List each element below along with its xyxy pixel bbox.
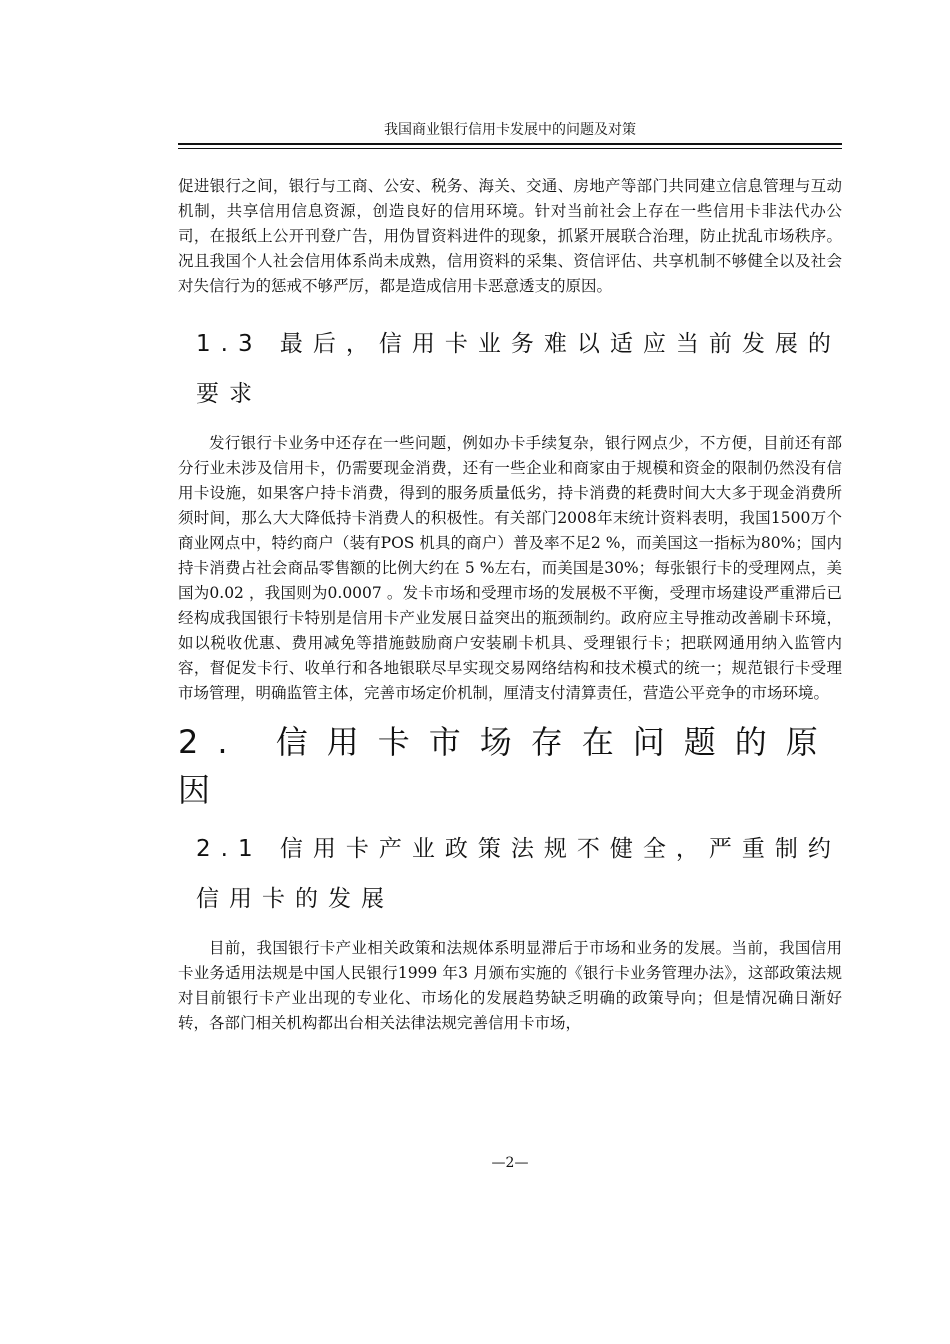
heading-2: 2. 信用卡市场存在问题的原因 bbox=[178, 723, 837, 809]
heading-1-3: 1.3 最后，信用卡业务难以适应当前发展的要求 bbox=[196, 331, 841, 407]
running-header: 我国商业银行信用卡发展中的问题及对策 bbox=[384, 122, 636, 138]
header-rule-thick bbox=[178, 143, 842, 145]
paragraph-1: 促进银行之间，银行与工商、公安、税务、海关、交通、房地产等部门共同建立信息管理与互动机制，共享信用信息资源，创造良好的信用环境。针对当前社会上存在一些信用卡非法代办公司，在报纸上公开刊登广告，用伪冒资料进件的现象，抓紧开展联合治理，防止扰乱市场秩序。况且我国个人社会信用体系尚未成熟，信用资料的采集、资信评估、共享机制不够健全以及社会对失信行为的惩戒不够严厉，都是造成信用卡恶意透支的原因。 bbox=[178, 177, 842, 295]
header-rule-thin bbox=[178, 148, 842, 149]
page-content bbox=[178, 174, 842, 1036]
paragraph-2: 发行银行卡业务中还存在一些问题，例如办卡手续复杂，银行网点少，不方便，目前还有部分行业未涉及信用卡，仍需要现金消费，还有一些企业和商家由于规模和资金的限制仍然没有信用卡设施，如果客户持卡消费，得到的服务质量低劣，持卡消费的耗费时间大大多于现金消费所须时间，那么大大降低持卡消费人的积极性。有关部门2008年末统计资料表明，我国1500万个商业网点中，特约商户（装有POS 机具的商户）普及率不足2 %，而美国这一指标为80%；国内持卡消费占社会商品零售额的比例大约在 5 %左右，而美国是30%；每张银行卡的受理网点，美国为0.02 ，我国则为0.0007 。发卡市场和受理市场的发展极不平衡，受理市场建设严重滞后已经构成我国银行卡特别是信用卡产业发展日益突出的瓶颈制约。政府应主导推动改善刷卡环境，如以税收优惠、费用减免等措施鼓励商户安装刷卡机具、受理银行卡；把联网通用纳入监管内容，督促发卡行、收单行和各地银联尽早实现交易网络结构和技术模式的统一；规范银行卡受理市场管理，明确监管主体，完善市场定价机制，厘清支付清算责任，营造公平竞争的市场环境。 bbox=[178, 434, 842, 702]
heading-2-1: 2.1 信用卡产业政策法规不健全，严重制约信用卡的发展 bbox=[196, 836, 841, 912]
page-number: —2— bbox=[491, 1155, 529, 1171]
paragraph-3: 目前，我国银行卡产业相关政策和法规体系明显滞后于市场和业务的发展。当前，我国信用卡业务适用法规是中国人民银行1999 年3 月颁布实施的《银行卡业务管理办法》，这部政策法规对目前银行卡产业出现的专业化、市场化的发展趋势缺乏明确的政策导向；但是情况确日渐好转，各部门相关机构都出台相关法律法规完善信用卡市场， bbox=[178, 939, 842, 1032]
